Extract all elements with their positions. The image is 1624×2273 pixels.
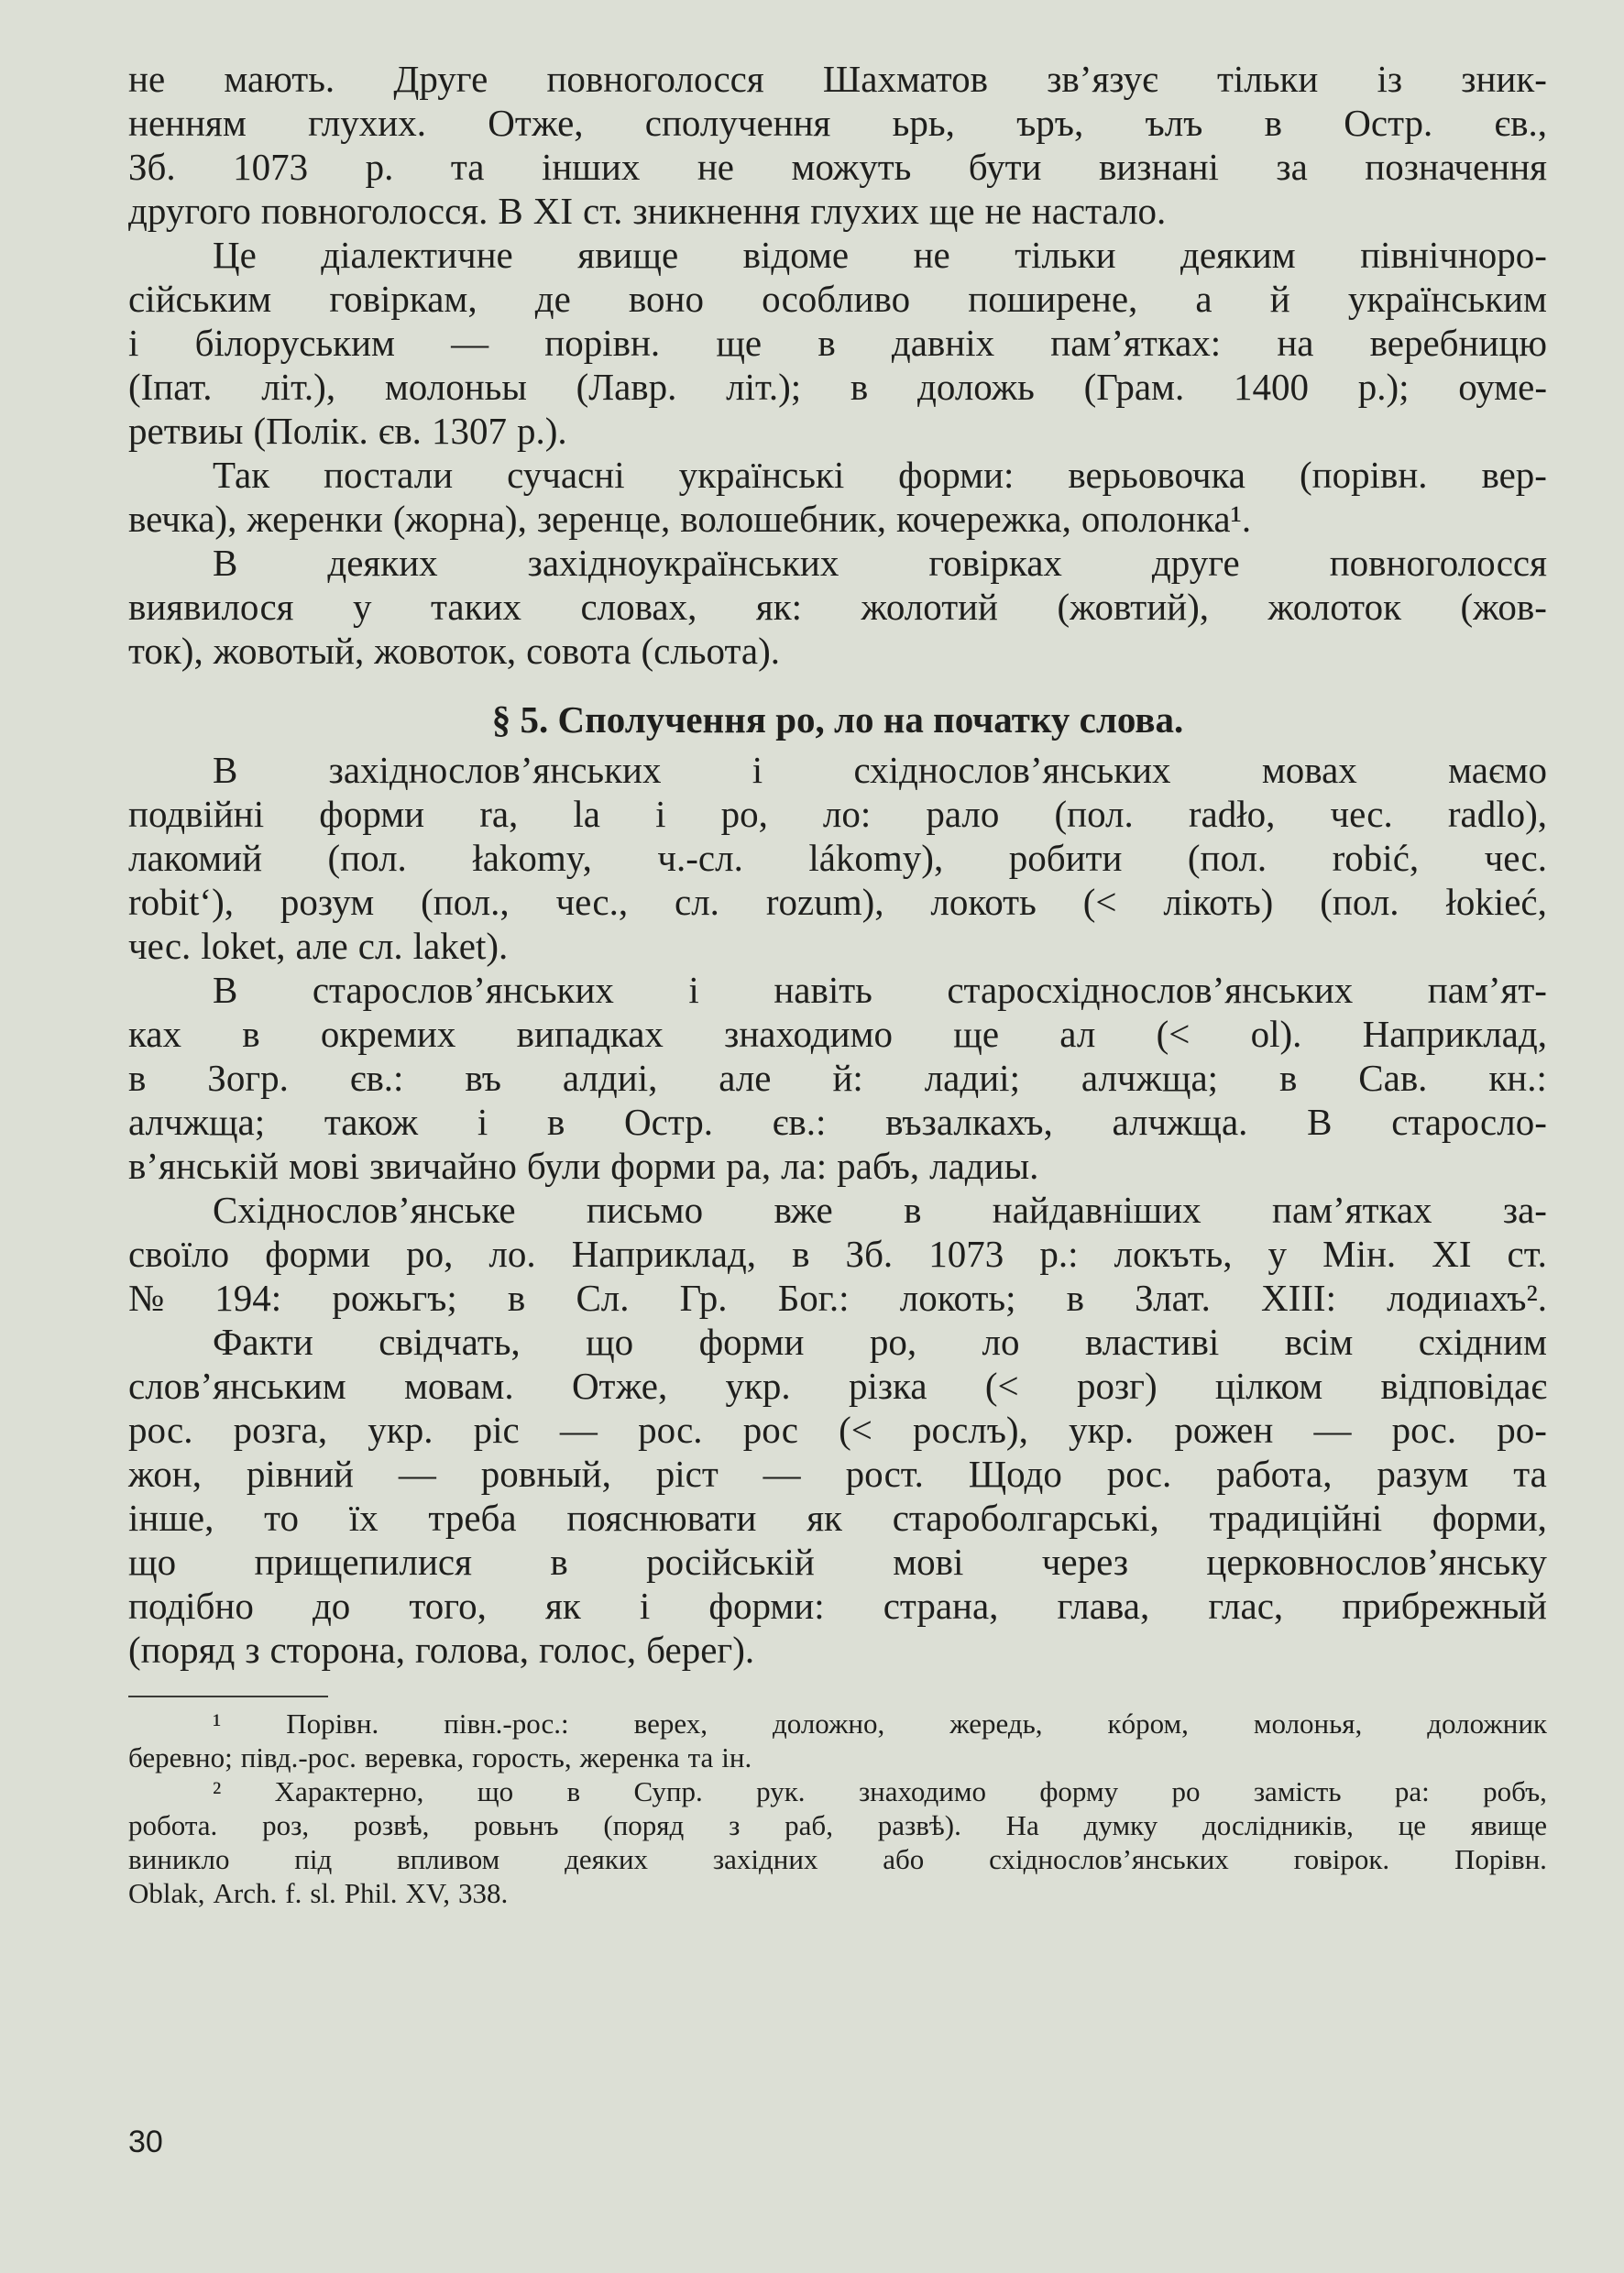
text-line: вечка), жеренки (жорна), зеренце, волошебник, кочережка, ополонка¹.	[128, 498, 1252, 540]
text-line: рос. розга, укр. ріс — рос. рос (< рослъ), укр. рожен — рос. ро-	[128, 1409, 1547, 1451]
text-line: подвійні форми ra, la і ро, ло: рало (пол. radło, чес. radlo),	[128, 793, 1547, 835]
text-line: жон, рівний — ровный, ріст — рост. Щодо рос. работа, разум та	[128, 1453, 1547, 1495]
text-line: алчжща; також і в Остр. єв.: възалкахъ, алчжща. В старосло-	[128, 1101, 1547, 1143]
text-line: чес. loket, але сл. laket).	[128, 925, 509, 967]
text-line: виявилося у таких словах, як: жолотий (жовтий), жолоток (жов-	[128, 586, 1547, 628]
text-line: В деяких західноукраїнських говірках друге повноголосся	[213, 542, 1547, 584]
page-body	[128, 57, 1547, 1910]
text-line: В західнослов’янських і східнослов’янських мовах маємо	[213, 749, 1547, 791]
text-line: інше, то їх треба пояснювати як староболгарські, традиційні форми,	[128, 1497, 1547, 1539]
text-line: другого повноголосся. В XI ст. зникнення глухих ще не настало.	[128, 190, 1167, 232]
text-line: не мають. Друге повноголосся Шахматов зв’язує тільки із зник-	[128, 58, 1547, 100]
footnote-line: ¹ Порівн. півн.-рос.: верех, доложно, жередь, кóром, молонья, доложник	[213, 1707, 1547, 1740]
text-line: Так постали сучасні українські форми: верьовочка (порівн. вер-	[213, 454, 1547, 496]
text-line: і білоруським — порівн. ще в давніх пам’ятках: на веребницю	[128, 322, 1547, 364]
text-line: Східнослов’янське письмо вже в найдавніших пам’ятках за-	[213, 1189, 1547, 1231]
text-line: (поряд з сторона, голова, голос, берег).	[128, 1629, 755, 1671]
text-line: Це діалектичне явище відоме не тільки деяким північноро-	[213, 234, 1547, 276]
text-line: robit‘), розум (пол., чес., сл. rozum), локоть (< лікоть) (пол. łokieć,	[128, 881, 1547, 923]
text-line: подібно до того, як і форми: страна, глава, глас, прибрежный	[128, 1585, 1547, 1627]
text-line: слов’янським мовам. Отже, укр. різка (< розг) цілком відповідає	[128, 1365, 1547, 1407]
footnote-line: беревно; півд.-рос. веревка, горость, жеренка та ін.	[128, 1741, 752, 1773]
footnote-line: виникло під впливом деяких західних або східнослов’янських говірок. Порівн.	[128, 1843, 1547, 1875]
footnote-line: Oblak, Arch. f. sl. Phil. XV, 338.	[128, 1877, 509, 1909]
text-line: сійським говіркам, де воно особливо поширене, а й українським	[128, 278, 1547, 320]
text-line: В старослов’янських і навіть старосхіднослов’янських пам’ят-	[213, 969, 1547, 1011]
page-number: 30	[128, 2125, 163, 2159]
text-line: № 194: рожьгъ; в Сл. Гр. Бог.: локоть; в Злат. XIII: лодиıахъ².	[128, 1277, 1547, 1319]
text-line: ненням глухих. Отже, сполучення ьрь, ъръ, ълъ в Остр. єв.,	[128, 102, 1547, 144]
footnote-separator	[128, 1696, 328, 1697]
text-line: ретвиы (Полік. єв. 1307 р.).	[128, 410, 567, 452]
footnote-line: робота. роз, розвѣ, ровьнъ (поряд з раб, развѣ). На думку дослідників, це явище	[128, 1809, 1547, 1841]
footnote-line: ² Характерно, що в Супр. рук. знаходимо форму ро замість ра: робъ,	[213, 1775, 1547, 1807]
text-line: Зб. 1073 р. та інших не можуть бути визнані за позначення	[128, 146, 1547, 188]
text-line: в’янській мові звичайно були форми ра, ла: рабъ, ладиы.	[128, 1145, 1039, 1187]
text-line: що прищепилися в російській мові через церковнослов’янську	[128, 1541, 1547, 1583]
text-line: ках в окремих випадках знаходимо ще ал (< ol). Наприклад,	[128, 1013, 1547, 1055]
text-line: Факти свідчать, що форми ро, ло властиві всім східним	[213, 1321, 1547, 1363]
text-line: в Зогр. єв.: въ алдиі, але й: ладиі; алчжща; в Сав. кн.:	[128, 1057, 1547, 1099]
text-line: своїло форми ро, ло. Наприклад, в Зб. 1073 р.: локъть, у Мін. XI ст.	[128, 1233, 1547, 1275]
text-line: лакомий (пол. łakomy, ч.-сл. lákomy), робити (пол. robić, чес.	[128, 837, 1547, 879]
text-line: ток), жовотый, жовоток, совота (сльота).	[128, 630, 780, 672]
text-line: (Іпат. літ.), молоньы (Лавр. літ.); в доложь (Грам. 1400 р.); оуме-	[128, 366, 1547, 408]
section-heading: § 5. Сполучення ро, ло на початку слова.	[491, 698, 1184, 741]
